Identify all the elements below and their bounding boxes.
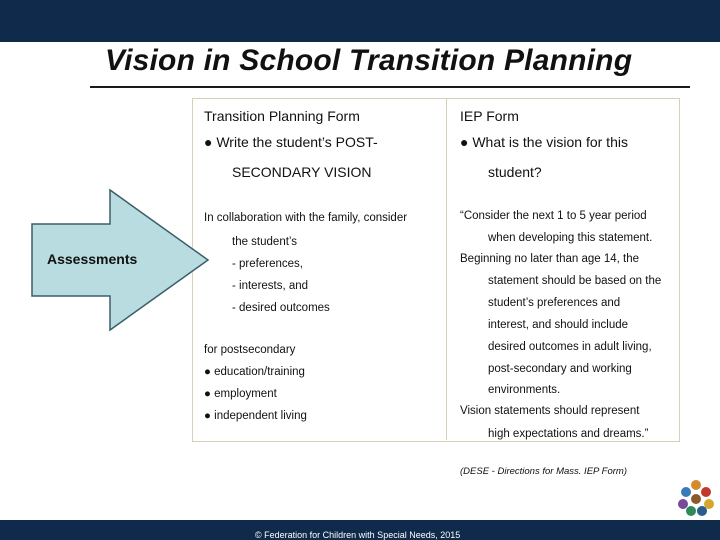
left-bullet-line-1: ● Write the student’s POST- (204, 134, 378, 150)
right-text-line: post-secondary and working (488, 363, 632, 375)
right-column-heading: IEP Form (460, 108, 519, 124)
left-column-heading: Transition Planning Form (204, 108, 360, 124)
left-list-item: - interests, and (232, 280, 309, 292)
right-text-line: student’s preferences and (488, 297, 621, 309)
left-intro-line-2: the student’s (232, 236, 298, 248)
right-text-line: “Consider the next 1 to 5 year period (460, 210, 647, 222)
right-bullet-line-1: ● What is the vision for this (460, 134, 628, 150)
right-text-line: environments. (488, 384, 561, 396)
slide-title: Vision in School Transition Planning (105, 44, 633, 77)
right-text-line: when developing this statement. (488, 232, 653, 244)
right-text-line: statement should be based on the (488, 275, 662, 287)
assessments-label: Assessments (47, 251, 138, 267)
left-for-label: for postsecondary (204, 344, 296, 356)
footer-copyright: © Federation for Children with Special Needs, 2015 (255, 530, 461, 540)
left-bullet-item: ● education/training (204, 366, 305, 378)
right-bullet-line-2: student? (488, 164, 542, 180)
left-list-item: - desired outcomes (232, 302, 330, 314)
source-citation: (DESE - Directions for Mass. IEP Form) (460, 466, 627, 477)
column-divider (446, 98, 447, 440)
top-bar (0, 0, 720, 42)
left-bullet-item: ● independent living (204, 410, 307, 422)
title-underline (90, 86, 690, 88)
left-bullet-item: ● employment (204, 388, 277, 400)
right-text-line: Vision statements should represent (460, 405, 640, 417)
right-text-line: high expectations and dreams.” (488, 428, 649, 440)
left-intro-line-1: In collaboration with the family, consider (204, 212, 408, 224)
right-text-line: interest, and should include (488, 319, 629, 331)
right-text-line: desired outcomes in adult living, (488, 341, 652, 353)
federation-logo-icon (676, 478, 716, 518)
left-bullet-line-2: SECONDARY VISION (232, 164, 372, 180)
right-text-line: Beginning no later than age 14, the (460, 253, 640, 265)
left-list-item: - preferences, (232, 258, 303, 270)
